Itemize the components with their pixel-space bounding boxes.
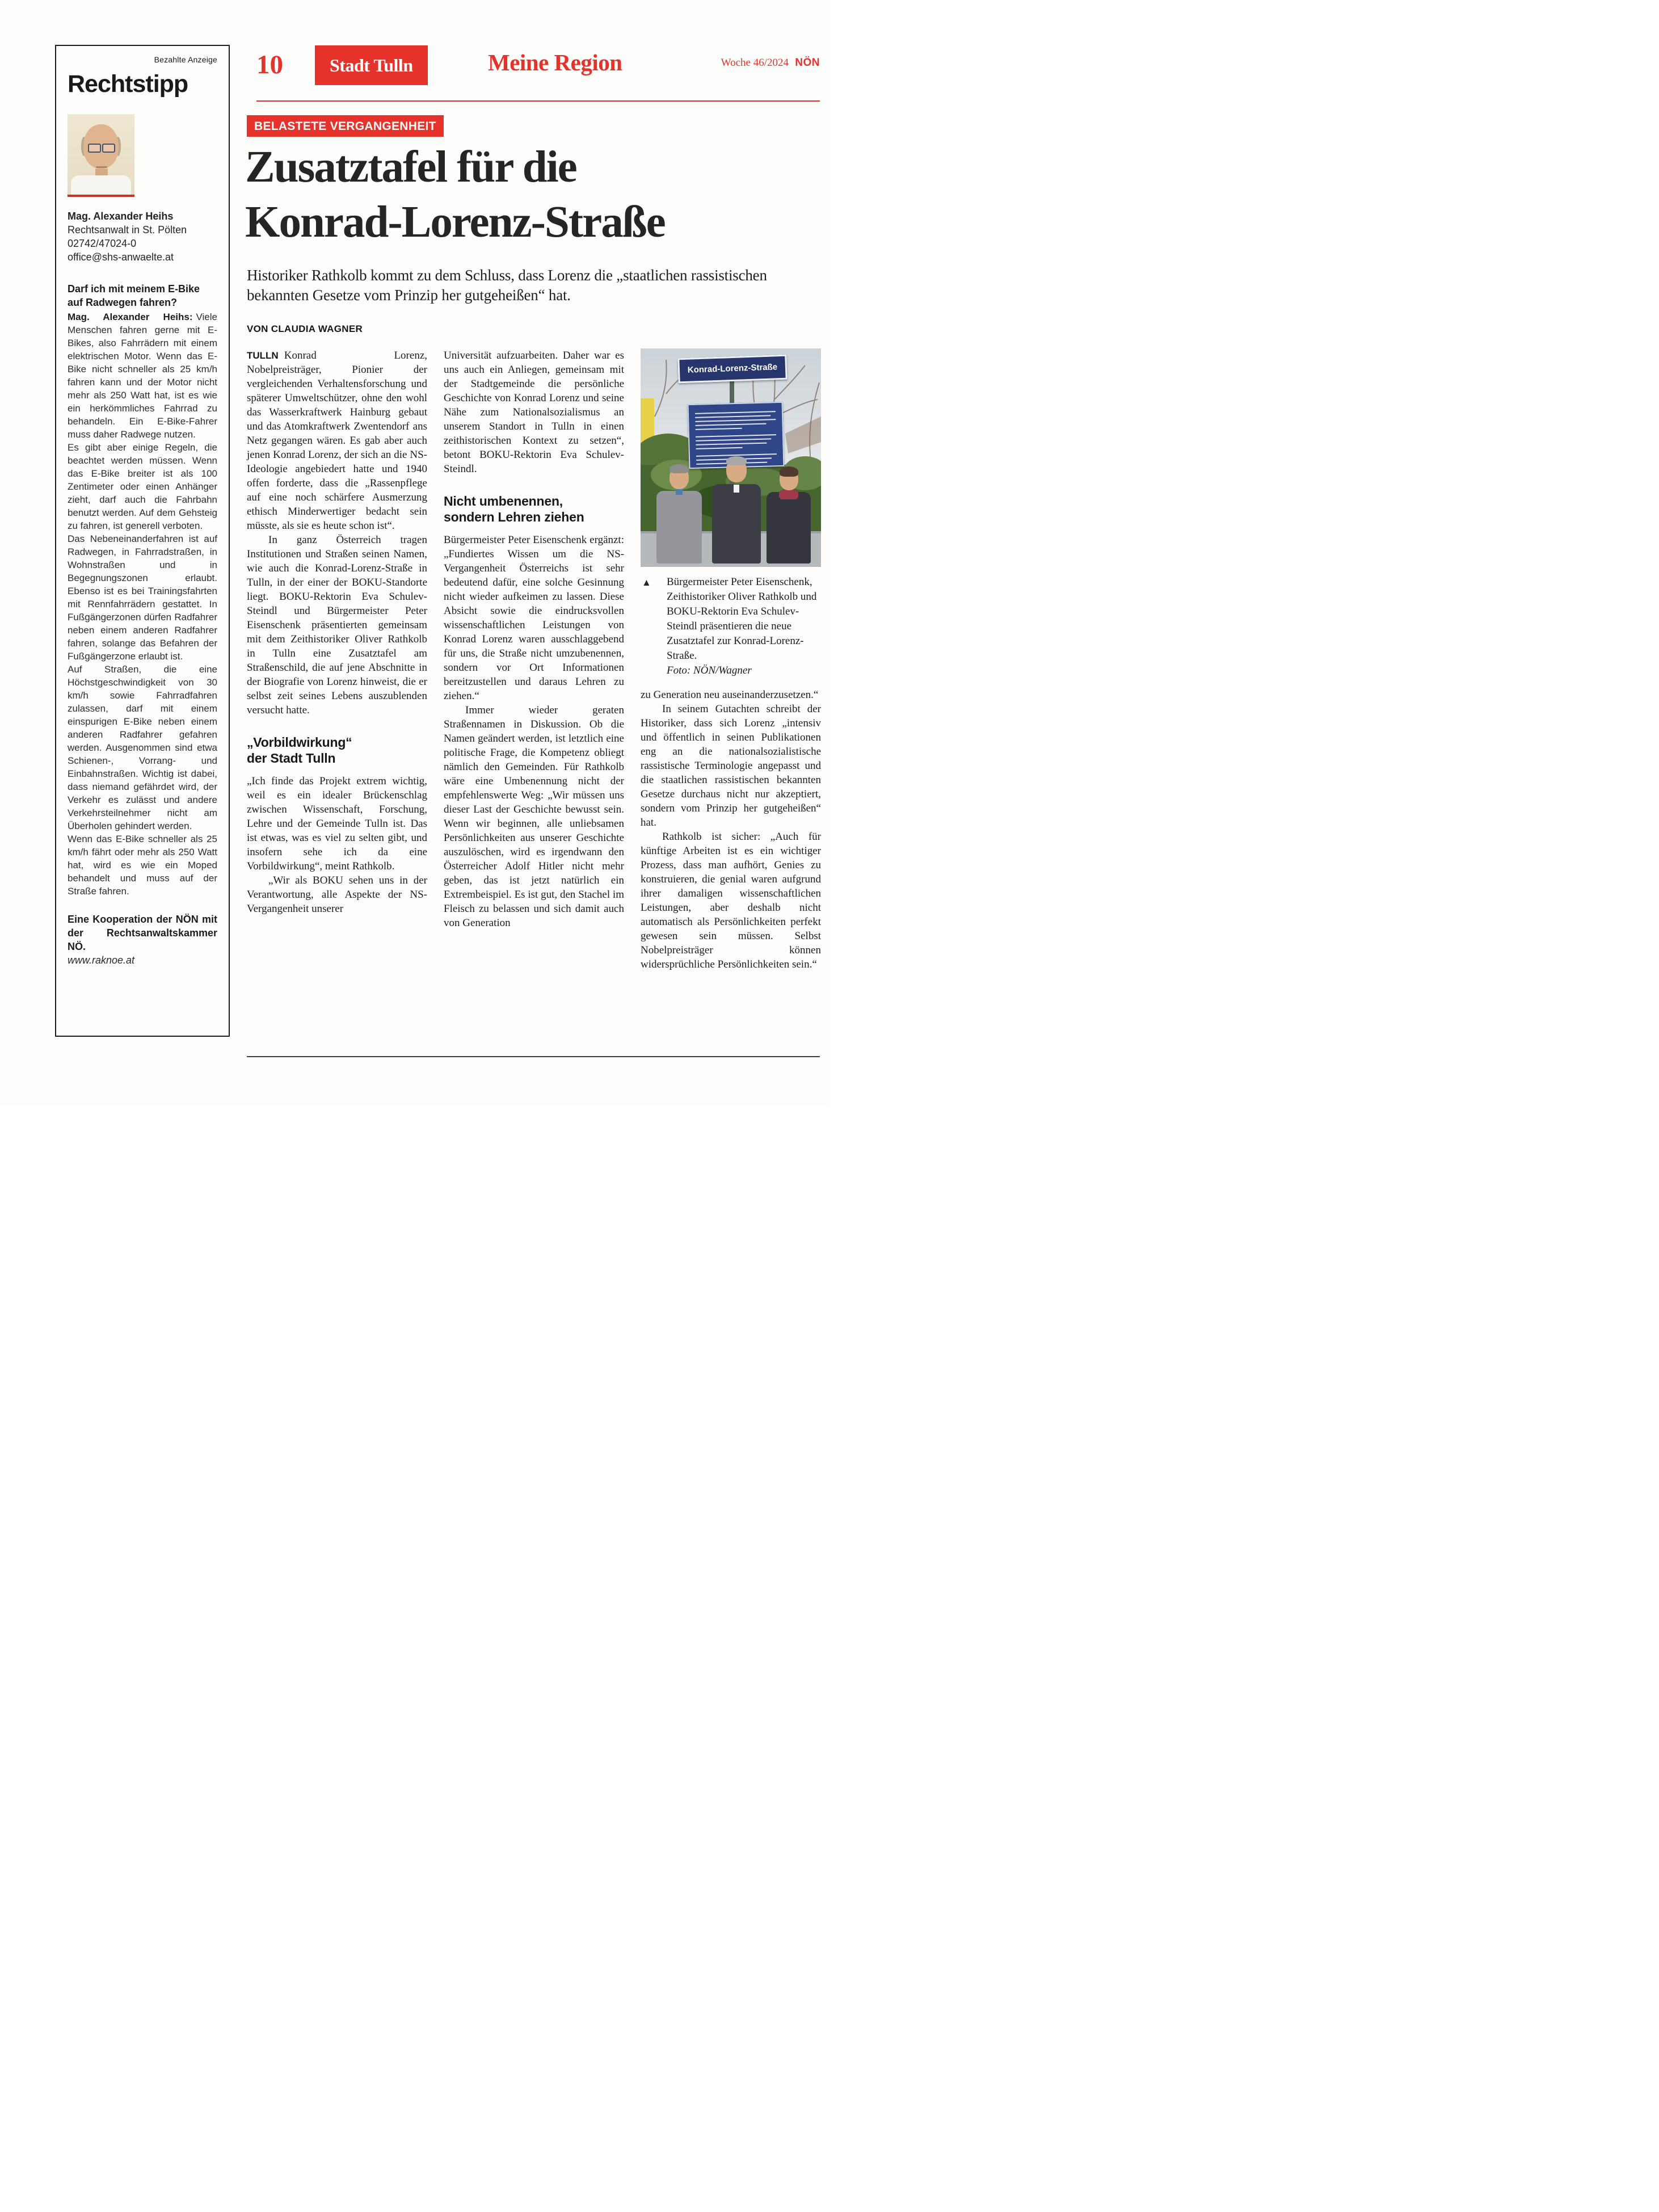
paragraph-text: Konrad Lorenz, Nobelpreisträger, Pionier der vergleichenden Verhaltensforschung und späterer Umweltschützer, ohne den wohl das Wasserkraftwerk Hainburg gebaut und das Atomkraftwerk Zwentendorf ans Netz gegangen wären. Es gab aber auch jenen Konrad Lorenz, der sich an die NS-Ideologie angebiedert hatte und 1940 offen forderte, dass die „Rassenpflege auf eine noch schärfere Ausmerzung ethisch Minderwertiger bedacht sein müsste, als sie es heute schon ist“. <box>247 350 427 532</box>
contact-role: Rechtsanwalt in St. Pölten <box>68 224 187 236</box>
person-head <box>726 459 747 482</box>
contact-name: Mag. Alexander Heihs <box>68 211 174 222</box>
rechtstipp-ad-box <box>55 45 230 1037</box>
person-rathkolb <box>712 459 761 563</box>
section-subhead <box>444 493 624 525</box>
person-coat <box>656 491 702 563</box>
ad-title: Rechtstipp <box>68 70 188 98</box>
ad-paragraph <box>68 310 217 441</box>
person-eisenschenk <box>656 466 702 563</box>
ad-answer-lead: Mag. Alexander Heihs: <box>68 312 193 322</box>
subhead-line: „Vorbildwirkung“ <box>247 735 352 750</box>
paragraph: Universität aufzuarbeiten. Daher war es uns auch ein Anliegen, gemeinsam mit der Stadtgemeinde die persönliche Geschichte von Konrad Lorenz und seine Nähe zum Nationalsozialismus an unserem Standort in Tulln in einen zeithistorischen Kontext zu setzen“, betont BOKU-Rektorin Eva Schulev-Steindl. <box>444 350 624 475</box>
issue-week: Woche 46/2024 <box>721 57 789 69</box>
paragraph: In seinem Gutachten schreibt der Historiker, dass sich Lorenz „intensiv und öffentlich in seinen Publikationen eng an die nationalsozialistische rassistische Terminologie angepasst und die staatlichen rassistischen bekannten Gesetze durchaus nicht nur akzeptiert, sondern vom Prinzip her gutgeheißen“ hat. <box>641 703 821 829</box>
person-head <box>780 469 798 490</box>
glasses-icon <box>102 144 115 153</box>
caption-arrow-up-icon: ▲ <box>642 577 651 588</box>
ad-paragraph: Auf Straßen, die eine Höchstgeschwindigkeit von 30 km/h sowie Fahrradfahren zulassen, darf mit einem einspurigen E-Bike neben einem anderen Radfahrer gefahren werden. Ausgenommen sind etwa Schienen-, Vorrang- und Einbahnstraßen. Wichtig ist dabei, dass niemand gefährdet wird, der Verkehr es zulässt und andere Verkehrsteilnehmer nicht am Überholen gehindert werden. <box>68 664 217 831</box>
section-badge: Stadt Tulln <box>315 45 428 85</box>
ad-question: Darf ich mit meinem E-Bike auf Radwegen fahren? <box>68 283 200 308</box>
brand-logo: NÖN <box>795 57 820 69</box>
person-coat <box>767 492 811 563</box>
headline-line-2: Konrad-Lorenz-Straße <box>245 197 665 247</box>
article-headline <box>245 140 822 250</box>
photo-credit: Foto: NÖN/Wagner <box>667 665 752 676</box>
issue-info <box>672 57 820 69</box>
red-scarf <box>779 490 798 499</box>
article-subhead: Historiker Rathkolb kommt zu dem Schluss, dass Lorenz die „staatlichen rassistischen bekannten Gesetze vom Prinzip her gutgeheißen“ hat. <box>247 267 767 304</box>
photo-caption <box>641 575 821 678</box>
roof-shape <box>785 417 821 453</box>
contact-phone: 02742/47024-0 <box>68 238 137 249</box>
article-kicker: BELASTETE VERGANGENHEIT <box>247 115 444 137</box>
headline-line-1: Zusatztafel für die <box>245 142 576 192</box>
page-number: 10 <box>256 50 283 79</box>
subhead-line: Nicht umbenennen, <box>444 494 563 508</box>
person-coat <box>712 484 761 563</box>
paragraph: zu Generation neu auseinanderzusetzen.“ <box>641 689 819 701</box>
article-column-1 <box>247 348 427 916</box>
article-column-3 <box>641 348 821 972</box>
region-title: Meine Region <box>488 49 622 75</box>
news-photo <box>641 348 821 567</box>
ad-paragraph: Es gibt aber einige Regeln, die beachtet werden müssen. Wenn das E-Bike breiter ist als 100 Zentimeter oder einen Anhänger zieht, darf auch die Fahrbahn benutzt werden. Auf dem Gehsteig zu fahren, ist generell verboten. <box>68 442 217 531</box>
ad-body <box>68 310 217 898</box>
person-head <box>670 466 689 489</box>
ad-paragraph: Das Nebeneinanderfahren ist auf Radwegen, in Fahrradstraßen, in Wohnstraßen und in Begegnungszonen erlaubt. Ebenso ist es bei Trainingsfahrten mit Rennfahrrädern gestattet. In Fußgängerzonen dürfen Radfahrer neben einem anderen Radfahrer fahren, solange das Befahren der Fußgängerzone erlaubt ist. <box>68 533 217 662</box>
glasses-icon <box>88 144 101 153</box>
paragraph: „Wir als BOKU sehen uns in der Verantwortung, alle Aspekte der NS-Vergangenheit unserer <box>247 874 427 915</box>
ad-website: www.raknoe.at <box>68 954 135 966</box>
column-3-text <box>641 688 821 972</box>
contact-email: office@shs-anwaelte.at <box>68 251 174 263</box>
subhead-line: sondern Lehren ziehen <box>444 510 584 524</box>
article-column-2 <box>444 348 624 930</box>
person-schulev-steindl <box>767 469 811 563</box>
lawyer-portrait-photo <box>68 114 134 197</box>
paragraph <box>247 348 427 533</box>
portrait-shirt <box>71 175 131 197</box>
header-divider <box>256 100 820 102</box>
ad-cooperation-note: Eine Kooperation der NÖN mit der Rechtsanwaltskammer NÖ. <box>68 914 217 952</box>
ad-paragraph: Wenn das E-Bike schneller als 25 km/h fährt oder mehr als 250 Watt hat, wird es wie ein Moped behandelt und muss auf der Straße fahren. <box>68 834 217 897</box>
street-sign: Konrad-Lorenz-Straße <box>677 355 787 384</box>
paragraph: In ganz Österreich tragen Institutionen und Straßen seinen Namen, wie auch die Konrad-Lorenz-Straße in Tulln, in der einer der BOKU-Standorte liegt. BOKU-Rektorin Eva Schulev-Steindl und Bürgermeister Peter Eisenschenk präsentierten gemeinsam mit dem Zeithistoriker Oliver Rathkolb in Tulln eine Zusatztafel am Straßenschild, die auf jene Abschnitte in der Biografie von Lorenz hinweist, die er selbst zeit seines Lebens auszublenden versucht hatte. <box>247 534 427 716</box>
paid-ad-label: Bezahlte Anzeige <box>154 55 217 64</box>
bottom-divider <box>247 1056 820 1057</box>
contact-block <box>68 209 217 264</box>
paragraph: „Ich finde das Projekt extrem wichtig, weil es ein idealer Brückenschlag zwischen Wissenschaft, Forschung, Lehre und der Gemeinde Tulln ist. Das ist etwas, was es viel zu selten gibt, und insofern sehe ich da eine Vorbildwirkung“, meint Rathkolb. <box>247 775 427 872</box>
paragraph: Bürgermeister Peter Eisenschenk ergänzt: „Fundiertes Wissen um die NS-Vergangenheit Österreichs ist sehr bedeutend dafür, eine solche Gesinnung nicht wieder aufkeimen zu lassen. Diese Absicht sowie die eindrucksvollen wissenschaftlichen Leistungen von Konrad Lorenz waren ausschlaggebend für uns, die Straße nicht umzubenennen, sondern vor Ort Informationen bereitzustellen und daraus Lehren zu ziehen.“ <box>444 534 624 702</box>
subhead-line: der Stadt Tulln <box>247 751 336 766</box>
caption-text: Bürgermeister Peter Eisenschenk, Zeithistoriker Oliver Rathkolb und BOKU-Rektorin Eva Schulev-Steindl präsentieren die neue Zusatztafel zur Konrad-Lorenz-Straße. <box>667 576 817 662</box>
paragraph: Rathkolb ist sicher: „Auch für künftige Arbeiten ist es ein wichtiger Prozess, dass man aufhört, Genies zu konstruieren, die genial waren aufgrund ihrer damaligen wissenschaftlichen Leistungen, aber deshalb nicht automatisch als Persönlichkeiten perfekt gewesen sein müssen. Selbst Nobelpreisträger können widersprüchliche Persönlichkeiten sein.“ <box>641 831 821 970</box>
photo-red-strip <box>68 195 134 197</box>
dateline: TULLN <box>247 350 279 361</box>
paragraph: Immer wieder geraten Straßennamen in Diskussion. Ob die Namen geändert werden, ist letztlich eine politische Frage, die Kompetenz obliegt nämlich den Gemeinden. Für Rathkolb wäre eine Umbenennung nicht der empfehlenswerte Weg: „Wir müssen uns dieser Last der Geschichte bewusst sein. Wenn wir beginnen, alle unliebsamen Persönlichkeiten aus unserer Geschichte auszulöschen, wird es irgendwann den Österreicher Adolf Hitler nicht mehr geben, das ist jetzt natürlich ein Extrembeispiel. Es ist gut, den Stachel im Fleisch zu belassen und sich damit auch von Generation <box>444 704 624 929</box>
section-subhead <box>247 734 427 766</box>
newspaper-page <box>0 0 830 1106</box>
article-byline: VON CLAUDIA WAGNER <box>247 323 363 334</box>
portrait-mouth <box>96 166 107 168</box>
ad-paragraph-text: Viele Menschen fahren gerne mit E-Bikes, also Fahrrädern mit einem elektrischen Motor. Wenn das E-Bike nicht schneller als 25 km/h fahren kann und der Motor nicht mehr als 250 Watt hat, ist es wie ein herkömmliches Fahrrad zu behandeln. Ein E-Bike-Fahrer muss daher Radwege nutzen. <box>68 312 217 440</box>
